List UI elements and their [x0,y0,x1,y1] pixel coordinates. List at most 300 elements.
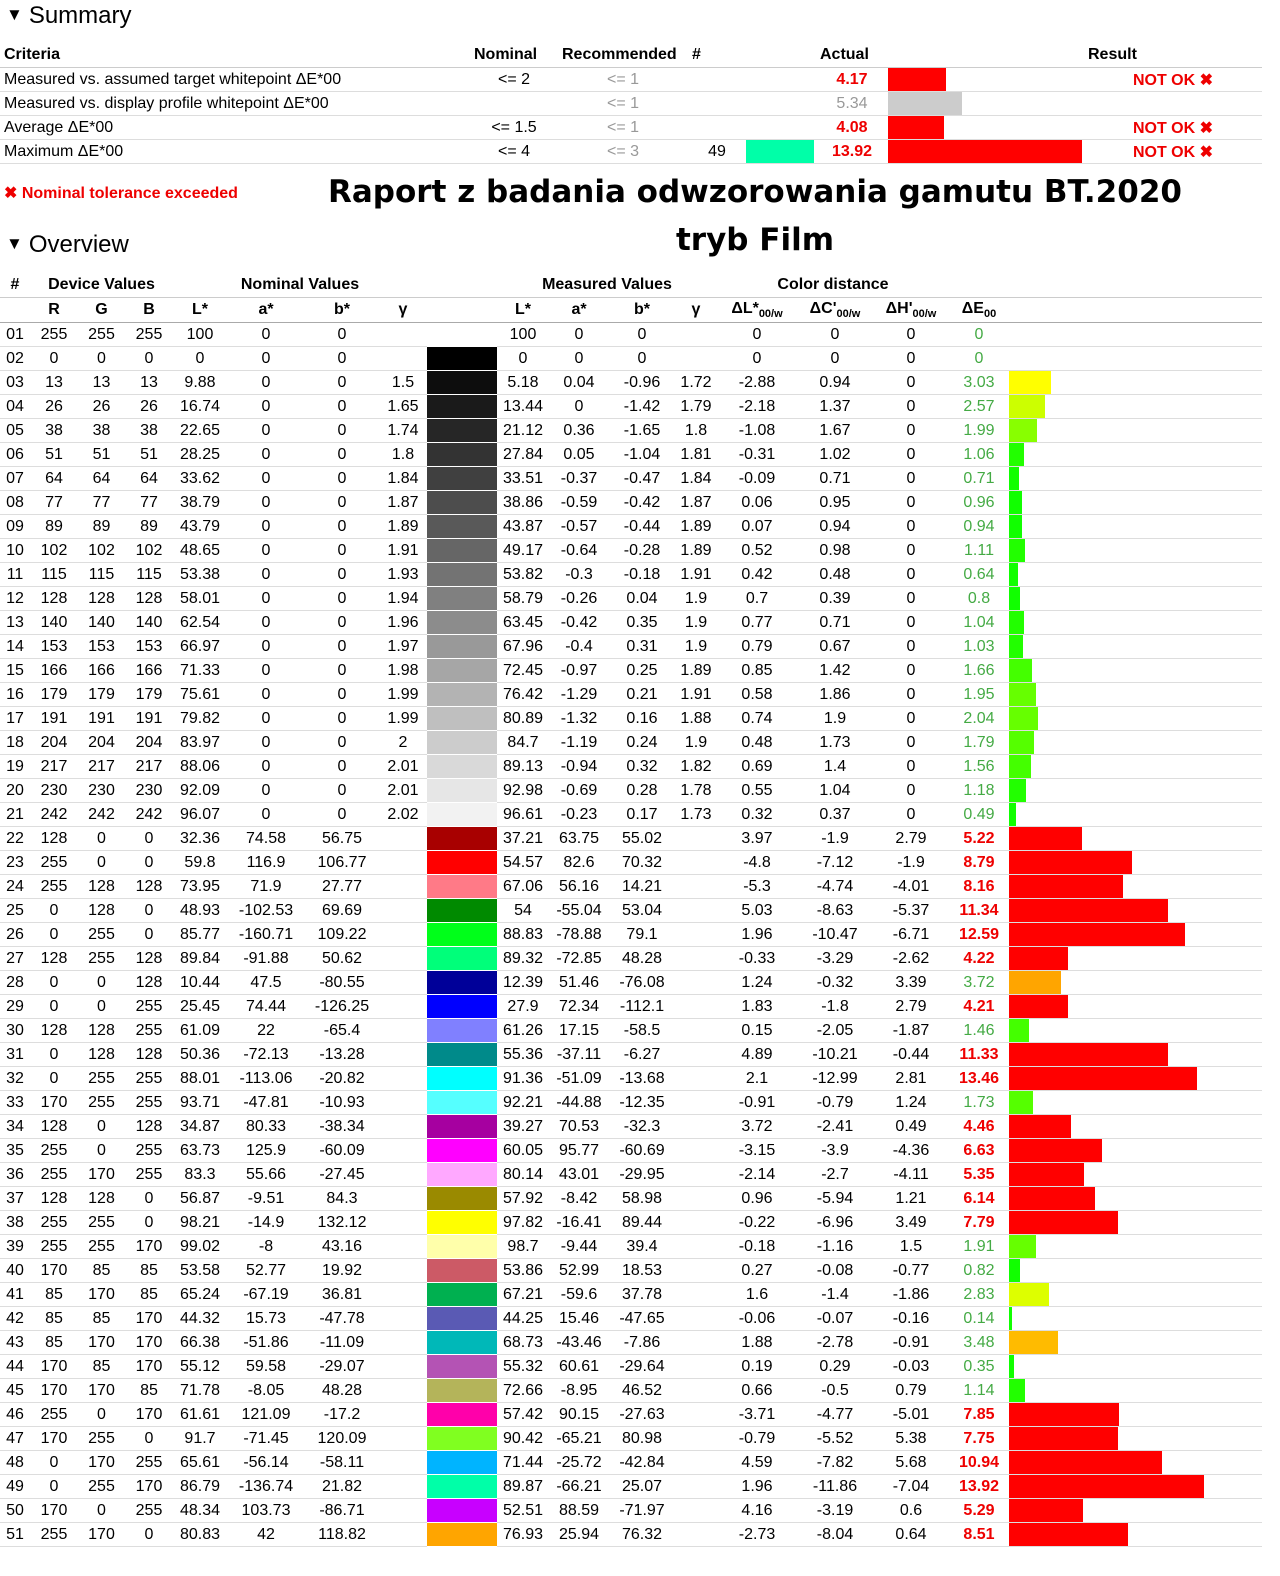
nominal-a-cell: 0 [227,779,305,803]
actual-cell: 4.17 [816,68,888,92]
measured-l-cell: 57.42 [497,1403,549,1427]
nominal-gamma-cell [379,1523,427,1547]
delta-e-cell: 0 [949,323,1009,347]
delta-c-cell: -0.07 [797,1307,873,1331]
measured-l-cell: 96.61 [497,803,549,827]
measured-gamma-cell [675,1067,717,1091]
delta-c-cell: -0.79 [797,1091,873,1115]
nominal-a-cell: -14.9 [227,1211,305,1235]
patch-swatch [427,1187,497,1211]
delta-e-bar-cell [1009,1259,1262,1283]
nominal-a-cell: 0 [227,347,305,371]
nominal-gamma-cell: 2.01 [379,755,427,779]
device-g-cell: 170 [78,1523,125,1547]
device-b-cell: 64 [125,467,173,491]
delta-c-cell: 1.67 [797,419,873,443]
delta-l-cell: 0.69 [717,755,797,779]
nominal-b-cell: 0 [305,491,379,515]
device-b-cell: 51 [125,443,173,467]
device-r-cell: 255 [30,1523,78,1547]
patch-row [0,1307,1262,1331]
delta-e-cell: 0.14 [949,1307,1009,1331]
delta-c-cell: 0.67 [797,635,873,659]
delta-l-cell: 3.72 [717,1115,797,1139]
patch-swatch [427,1331,497,1355]
nominal-b-cell: -20.82 [305,1067,379,1091]
patch-number-cell: 08 [0,491,30,515]
measured-l-cell: 89.13 [497,755,549,779]
device-r-cell: 0 [30,1043,78,1067]
delta-e-bar [1009,563,1018,586]
measured-l-cell: 58.79 [497,587,549,611]
delta-c-cell: 1.04 [797,779,873,803]
measured-a-cell: -0.4 [549,635,609,659]
delta-e-cell: 1.06 [949,443,1009,467]
nominal-l-cell: 22.65 [173,419,227,443]
nominal-gamma-cell: 1.97 [379,635,427,659]
device-r-cell: 128 [30,587,78,611]
nominal-l-cell: 50.36 [173,1043,227,1067]
patch-row [0,1187,1262,1211]
measured-l-cell: 92.98 [497,779,549,803]
delta-h-cell: -5.01 [873,1403,949,1427]
device-b-cell: 255 [125,1451,173,1475]
patch-number-cell: 37 [0,1187,30,1211]
delta-e-bar-cell [1009,347,1262,371]
delta-e-cell: 4.21 [949,995,1009,1019]
measured-gamma-cell [675,1355,717,1379]
measured-l-cell: 89.32 [497,947,549,971]
delta-l-cell: 1.96 [717,1475,797,1499]
delta-c-cell: -5.52 [797,1427,873,1451]
delta-e-bar-cell [1009,1499,1262,1523]
delta-l-cell: 1.6 [717,1283,797,1307]
patch-swatch [427,1235,497,1259]
nominal-b-cell: 120.09 [305,1427,379,1451]
nominal-l-cell: 93.71 [173,1091,227,1115]
measured-l-cell: 38.86 [497,491,549,515]
patch-swatch [427,827,497,851]
nominal-gamma-cell: 1.99 [379,683,427,707]
nominal-l-cell: 73.95 [173,875,227,899]
actual-bar [888,68,946,91]
delta-c-cell: 0.39 [797,587,873,611]
delta-e-header: $\Delta E_{00}$ [949,298,1009,323]
measured-gamma-cell [675,1427,717,1451]
nominal-b-cell: -86.71 [305,1499,379,1523]
nominal-b-cell: 0 [305,419,379,443]
measured-b-cell: -12.35 [609,1091,675,1115]
nominal-a-cell: 74.58 [227,827,305,851]
nominal-b-cell: -10.93 [305,1091,379,1115]
measured-a-cell: -8.95 [549,1379,609,1403]
device-g-cell: 0 [78,1499,125,1523]
patch-number-cell: 06 [0,443,30,467]
nominal-gamma-cell [379,995,427,1019]
delta-c-cell: -2.05 [797,1019,873,1043]
measured-gamma-cell [675,1019,717,1043]
delta-e-cell: 13.92 [949,1475,1009,1499]
device-r-cell: 217 [30,755,78,779]
measured-l-cell: 76.42 [497,683,549,707]
delta-l-cell: 4.89 [717,1043,797,1067]
patch-swatch [427,1067,497,1091]
summary-row [0,140,1262,164]
device-b-cell: 170 [125,1355,173,1379]
nominal-b-cell: -126.25 [305,995,379,1019]
measured-l-cell: 98.7 [497,1235,549,1259]
delta-e-bar-cell [1009,1019,1262,1043]
delta-l-cell: 0.7 [717,587,797,611]
nominal-values-header: Nominal Values [173,273,427,298]
nominal-cell: <= 1.5 [470,116,558,140]
nominal-b-cell: 0 [305,563,379,587]
delta-c-cell: -3.29 [797,947,873,971]
delta-h-cell: -0.44 [873,1043,949,1067]
nominal-a-cell: 0 [227,515,305,539]
patch-swatch [427,635,497,659]
device-b-cell: 128 [125,1115,173,1139]
nominal-a-cell: 52.77 [227,1259,305,1283]
delta-l-cell: -0.22 [717,1211,797,1235]
device-r-cell: 153 [30,635,78,659]
device-b-cell: 255 [125,1139,173,1163]
measured-a-cell: -66.21 [549,1475,609,1499]
delta-e-bar [1009,899,1168,922]
device-r-cell: 255 [30,875,78,899]
measured-a-cell: 51.46 [549,971,609,995]
nominal-b-cell: 0 [305,587,379,611]
delta-e-bar-cell [1009,587,1262,611]
delta-e-cell: 0.49 [949,803,1009,827]
delta-l-cell: 1.83 [717,995,797,1019]
delta-e-cell: 2.57 [949,395,1009,419]
patch-number-cell: 04 [0,395,30,419]
patch-row [0,587,1262,611]
device-g-cell: 230 [78,779,125,803]
delta-e-cell: 2.83 [949,1283,1009,1307]
measured-l-cell: 44.25 [497,1307,549,1331]
device-b-cell: 0 [125,923,173,947]
device-r-cell: 128 [30,1187,78,1211]
delta-e-bar [1009,827,1082,850]
measured-l-header: L* [497,298,549,323]
patch-swatch [427,1355,497,1379]
delta-e-cell: 7.79 [949,1211,1009,1235]
patch-number-cell: 51 [0,1523,30,1547]
patch-swatch [427,371,497,395]
device-r-cell: 102 [30,539,78,563]
patch-row [0,1451,1262,1475]
device-g-cell: 0 [78,995,125,1019]
nominal-a-cell: -47.81 [227,1091,305,1115]
delta-e-bar [1009,467,1019,490]
delta-e-bar [1009,635,1023,658]
patch-row [0,1499,1262,1523]
delta-l-cell: -0.06 [717,1307,797,1331]
delta-e-bar [1009,419,1037,442]
patch-number-cell: 29 [0,995,30,1019]
delta-c-cell: 1.73 [797,731,873,755]
measured-a-cell: 17.15 [549,1019,609,1043]
patch-number-cell: 36 [0,1163,30,1187]
patch-swatch [427,539,497,563]
measured-a-cell: -1.19 [549,731,609,755]
patch-number-cell: 40 [0,1259,30,1283]
delta-e-cell: 0.64 [949,563,1009,587]
delta-e-bar-cell [1009,1307,1262,1331]
recommended-cell: <= 3 [558,140,688,164]
measured-l-cell: 90.42 [497,1427,549,1451]
patch-number-cell: 33 [0,1091,30,1115]
measured-gamma-cell [675,1043,717,1067]
delta-l-cell: -2.73 [717,1523,797,1547]
nominal-l-cell: 63.73 [173,1139,227,1163]
delta-h-cell: 0 [873,395,949,419]
delta-l-cell: 0.19 [717,1355,797,1379]
nominal-b-cell: 106.77 [305,851,379,875]
delta-e-bar [1009,1211,1118,1234]
nominal-l-cell: 61.61 [173,1403,227,1427]
nominal-a-cell: -91.88 [227,947,305,971]
delta-l-cell: 0.27 [717,1259,797,1283]
device-r-cell: 115 [30,563,78,587]
patch-row [0,515,1262,539]
delta-e-bar [1009,1379,1025,1402]
device-r-cell: 255 [30,1235,78,1259]
delta-e-cell: 5.35 [949,1163,1009,1187]
delta-c-cell: -0.32 [797,971,873,995]
measured-b-cell: 14.21 [609,875,675,899]
delta-e-bar-cell [1009,971,1262,995]
delta-e-cell: 1.46 [949,1019,1009,1043]
count-cell [688,116,746,140]
measured-gamma-cell [675,1139,717,1163]
delta-c-cell: -4.74 [797,875,873,899]
measured-l-cell: 37.21 [497,827,549,851]
device-b-cell: 38 [125,419,173,443]
measured-gamma-cell [675,1523,717,1547]
nominal-l-cell: 79.82 [173,707,227,731]
delta-l-cell: -3.71 [717,1403,797,1427]
patch-row [0,875,1262,899]
nominal-a-cell: 103.73 [227,1499,305,1523]
device-r-cell: 85 [30,1283,78,1307]
measured-l-cell: 67.21 [497,1283,549,1307]
nominal-b-cell: 0 [305,611,379,635]
patch-swatch [427,1307,497,1331]
nominal-a-cell: -160.71 [227,923,305,947]
delta-e-bar [1009,851,1132,874]
device-r-cell: 0 [30,995,78,1019]
device-r-cell: 38 [30,419,78,443]
nominal-cell: <= 2 [470,68,558,92]
nominal-b-cell: -47.78 [305,1307,379,1331]
device-g-cell: 89 [78,515,125,539]
patch-row [0,1379,1262,1403]
nominal-b-cell: 0 [305,515,379,539]
recommended-cell: <= 1 [558,116,688,140]
patch-number-cell: 19 [0,755,30,779]
measured-a-cell: 82.6 [549,851,609,875]
measured-l-cell: 97.82 [497,1211,549,1235]
nominal-l-cell: 88.06 [173,755,227,779]
overview-heading[interactable] [6,231,129,259]
patch-row [0,707,1262,731]
patch-swatch [427,779,497,803]
result-cell: NOT OK ✖ [1084,68,1262,92]
measured-l-cell: 84.7 [497,731,549,755]
delta-l-cell: 0.77 [717,611,797,635]
measured-l-cell: 71.44 [497,1451,549,1475]
patch-number-cell: 41 [0,1283,30,1307]
actual-bar [888,140,1082,163]
criteria-cell: Average ΔE*00 [0,116,470,140]
measured-b-cell: -6.27 [609,1043,675,1067]
device-r-cell: 0 [30,1067,78,1091]
measured-b-cell: -0.42 [609,491,675,515]
nominal-a-cell: -136.74 [227,1475,305,1499]
device-g-cell: 51 [78,443,125,467]
nominal-b-cell: 0 [305,347,379,371]
device-b-cell: 255 [125,1163,173,1187]
device-b-cell: 26 [125,395,173,419]
nominal-b-cell: 132.12 [305,1211,379,1235]
measured-l-cell: 67.06 [497,875,549,899]
nominal-l-cell: 83.3 [173,1163,227,1187]
measured-a-cell: -0.94 [549,755,609,779]
device-g-cell: 0 [78,851,125,875]
patch-number-cell: 05 [0,419,30,443]
nominal-gamma-cell [379,1139,427,1163]
actual-bar [888,116,944,139]
delta-l-cell: 0.42 [717,563,797,587]
nominal-gamma-cell [379,1163,427,1187]
delta-c-cell: 1.42 [797,659,873,683]
nominal-l-cell: 71.78 [173,1379,227,1403]
delta-l-cell: -0.09 [717,467,797,491]
patch-number-cell: 44 [0,1355,30,1379]
patch-row [0,1115,1262,1139]
device-r-cell: 242 [30,803,78,827]
device-b-cell: 115 [125,563,173,587]
collapse-triangle-icon[interactable]: ▼ [6,234,23,253]
delta-l-cell: -5.3 [717,875,797,899]
device-g-cell: 170 [78,1331,125,1355]
patch-row [0,1211,1262,1235]
delta-e-bar-cell [1009,515,1262,539]
measured-b-cell: 0.16 [609,707,675,731]
patch-number-cell: 39 [0,1235,30,1259]
patch-number-cell: 20 [0,779,30,803]
delta-e-cell: 1.18 [949,779,1009,803]
device-g-cell: 128 [78,899,125,923]
delta-l-cell: 1.88 [717,1331,797,1355]
nominal-a-cell: 0 [227,635,305,659]
measured-l-cell: 57.92 [497,1187,549,1211]
patch-number-cell: 47 [0,1427,30,1451]
delta-c-cell: 0 [797,347,873,371]
nominal-gamma-cell [379,1187,427,1211]
patch-swatch [427,1499,497,1523]
measured-gamma-cell [675,947,717,971]
patch-number-cell: 34 [0,1115,30,1139]
nominal-b-cell: 19.92 [305,1259,379,1283]
device-b-cell: 0 [125,347,173,371]
patch-row [0,803,1262,827]
r-header: R [30,298,78,323]
device-r-cell: 128 [30,947,78,971]
measured-gamma-cell: 1.87 [675,491,717,515]
device-b-cell: 0 [125,1427,173,1451]
device-b-cell: 191 [125,707,173,731]
device-b-cell: 0 [125,1187,173,1211]
patch-number-cell: 24 [0,875,30,899]
measured-a-cell: -51.09 [549,1067,609,1091]
measured-gamma-cell: 1.8 [675,419,717,443]
patch-row [0,371,1262,395]
recommended-cell: <= 1 [558,92,688,116]
delta-e-bar [1009,1451,1162,1474]
delta-e-bar [1009,947,1068,970]
delta-c-cell: -8.04 [797,1523,873,1547]
delta-h-cell: 2.79 [873,995,949,1019]
nominal-b-cell: 21.82 [305,1475,379,1499]
patch-swatch [427,1403,497,1427]
device-r-cell: 204 [30,731,78,755]
delta-c-cell: -6.96 [797,1211,873,1235]
delta-c-cell: -1.9 [797,827,873,851]
measured-l-cell: 68.73 [497,1331,549,1355]
patch-row [0,1403,1262,1427]
delta-e-bar [1009,1331,1058,1354]
delta-h-cell: 0 [873,563,949,587]
actual-bar-cell [888,92,1084,116]
device-g-cell: 204 [78,731,125,755]
delta-e-bar-cell [1009,1355,1262,1379]
nominal-gamma-cell [379,875,427,899]
delta-e-bar [1009,611,1024,634]
nominal-gamma-cell: 1.99 [379,707,427,731]
device-g-cell: 0 [78,347,125,371]
measured-b-cell: -13.68 [609,1067,675,1091]
summary-heading[interactable] [6,2,132,30]
measured-gamma-cell: 1.91 [675,683,717,707]
measured-b-cell: 70.32 [609,851,675,875]
measured-b-cell: 25.07 [609,1475,675,1499]
measured-gamma-cell [675,995,717,1019]
measured-l-cell: 89.87 [497,1475,549,1499]
measured-b-cell: 80.98 [609,1427,675,1451]
delta-e-bar [1009,1259,1020,1282]
device-g-cell: 77 [78,491,125,515]
nominal-a-cell: -113.06 [227,1067,305,1091]
measured-a-cell: -43.46 [549,1331,609,1355]
collapse-triangle-icon[interactable]: ▼ [6,5,23,24]
delta-e-bar-cell [1009,443,1262,467]
nominal-l-cell: 56.87 [173,1187,227,1211]
delta-e-cell: 0 [949,347,1009,371]
measured-b-cell: 0.17 [609,803,675,827]
device-g-cell: 242 [78,803,125,827]
delta-e-bar-cell [1009,1427,1262,1451]
patch-row [0,395,1262,419]
nominal-b-cell: 43.16 [305,1235,379,1259]
delta-e-cell: 12.59 [949,923,1009,947]
device-g-cell: 217 [78,755,125,779]
delta-c-cell: 0 [797,323,873,347]
delta-e-cell: 0.96 [949,491,1009,515]
